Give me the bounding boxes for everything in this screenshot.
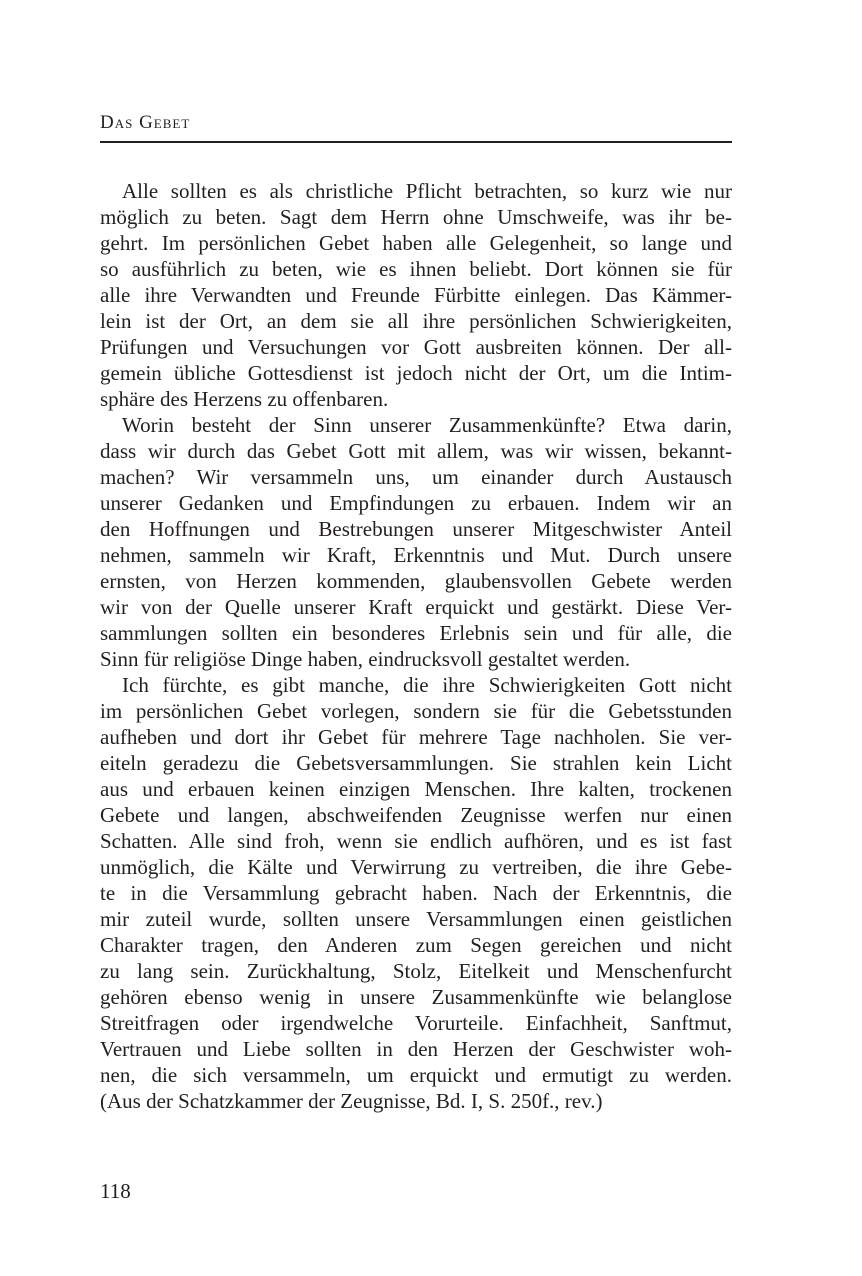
header-rule: [100, 141, 732, 143]
text-line: so ausführlich zu beten, wie es ihnen beliebt. Dort können sie für: [100, 257, 732, 281]
text-line: alle ihre Verwandten und Freunde Fürbitte einlegen. Das Kämmer-: [100, 283, 732, 307]
text-line: sphäre des Herzens zu offenbaren.: [100, 387, 389, 411]
text-line: gehrt. Im persönlichen Gebet haben alle Gelegenheit, so lange und: [100, 231, 732, 255]
text-line: den Hoffnungen und Bestrebungen unserer Mitgeschwister Anteil: [100, 517, 732, 541]
text-line: aus und erbauen keinen einzigen Menschen. Ihre kalten, trockenen: [100, 777, 732, 801]
paragraph-3: [100, 672, 732, 1114]
text-line: mir zuteil wurde, sollten unsere Versammlungen einen geistlichen: [100, 907, 732, 931]
text-line: nehmen, sammeln wir Kraft, Erkenntnis und Mut. Durch unsere: [100, 543, 732, 567]
text-line: lein ist der Ort, an dem sie all ihre persönlichen Schwierigkeiten,: [100, 309, 732, 333]
text-line: te in die Versammlung gebracht haben. Nach der Erkenntnis, die: [100, 881, 732, 905]
paragraph-1: [100, 178, 732, 412]
page-number: 118: [100, 1179, 131, 1203]
body-text: [100, 178, 732, 1114]
text-line: Alle sollten es als christliche Pflicht betrachten, so kurz wie nur: [122, 179, 732, 203]
text-line: Ich fürchte, es gibt manche, die ihre Schwierigkeiten Gott nicht: [122, 673, 732, 697]
paragraph-2: [100, 412, 732, 672]
text-line: Worin besteht der Sinn unserer Zusammenkünfte? Etwa darin,: [122, 413, 732, 437]
text-line: Prüfungen und Versuchungen vor Gott ausbreiten können. Der all-: [100, 335, 732, 359]
text-line: eiteln geradezu die Gebetsversammlungen. Sie strahlen kein Licht: [100, 751, 732, 775]
text-line: Vertrauen und Liebe sollten in den Herzen der Geschwister woh-: [100, 1037, 732, 1061]
text-line: unserer Gedanken und Empfindungen zu erbauen. Indem wir an: [100, 491, 732, 515]
text-line: sammlungen sollten ein besonderes Erlebnis sein und für alle, die: [100, 621, 732, 645]
text-line: Schatten. Alle sind froh, wenn sie endlich aufhören, und es ist fast: [100, 829, 732, 853]
text-line: zu lang sein. Zurückhaltung, Stolz, Eitelkeit und Menschenfurcht: [100, 959, 732, 983]
text-line: im persönlichen Gebet vorlegen, sondern sie für die Gebetsstunden: [100, 699, 732, 723]
text-line: Gebete und langen, abschweifenden Zeugnisse werfen nur einen: [100, 803, 732, 827]
text-line: wir von der Quelle unserer Kraft erquickt und gestärkt. Diese Ver-: [100, 595, 732, 619]
text-line: unmöglich, die Kälte und Verwirrung zu vertreiben, die ihre Gebe-: [100, 855, 732, 879]
text-line: (Aus der Schatzkammer der Zeugnisse, Bd. I, S. 250f., rev.): [100, 1089, 603, 1113]
text-line: Sinn für religiöse Dinge haben, eindrucksvoll gestaltet werden.: [100, 647, 631, 671]
text-line: aufheben und dort ihr Gebet für mehrere Tage nachholen. Sie ver-: [100, 725, 732, 749]
text-line: gehören ebenso wenig in unsere Zusammenkünfte wie belanglose: [100, 985, 732, 1009]
text-line: dass wir durch das Gebet Gott mit allem, was wir wissen, bekannt-: [100, 439, 732, 463]
text-line: möglich zu beten. Sagt dem Herrn ohne Umschweife, was ihr be-: [100, 205, 732, 229]
text-line: nen, die sich versammeln, um erquickt und ermutigt zu werden.: [100, 1063, 732, 1087]
text-line: gemein übliche Gottesdienst ist jedoch nicht der Ort, um die Intim-: [100, 361, 732, 385]
text-line: Streitfragen oder irgendwelche Vorurteile. Einfachheit, Sanftmut,: [100, 1011, 732, 1035]
running-header: Das Gebet: [100, 112, 191, 133]
text-line: machen? Wir versammeln uns, um einander durch Austausch: [100, 465, 732, 489]
text-line: ernsten, von Herzen kommenden, glaubensvollen Gebete werden: [100, 569, 732, 593]
text-line: Charakter tragen, den Anderen zum Segen gereichen und nicht: [100, 933, 732, 957]
